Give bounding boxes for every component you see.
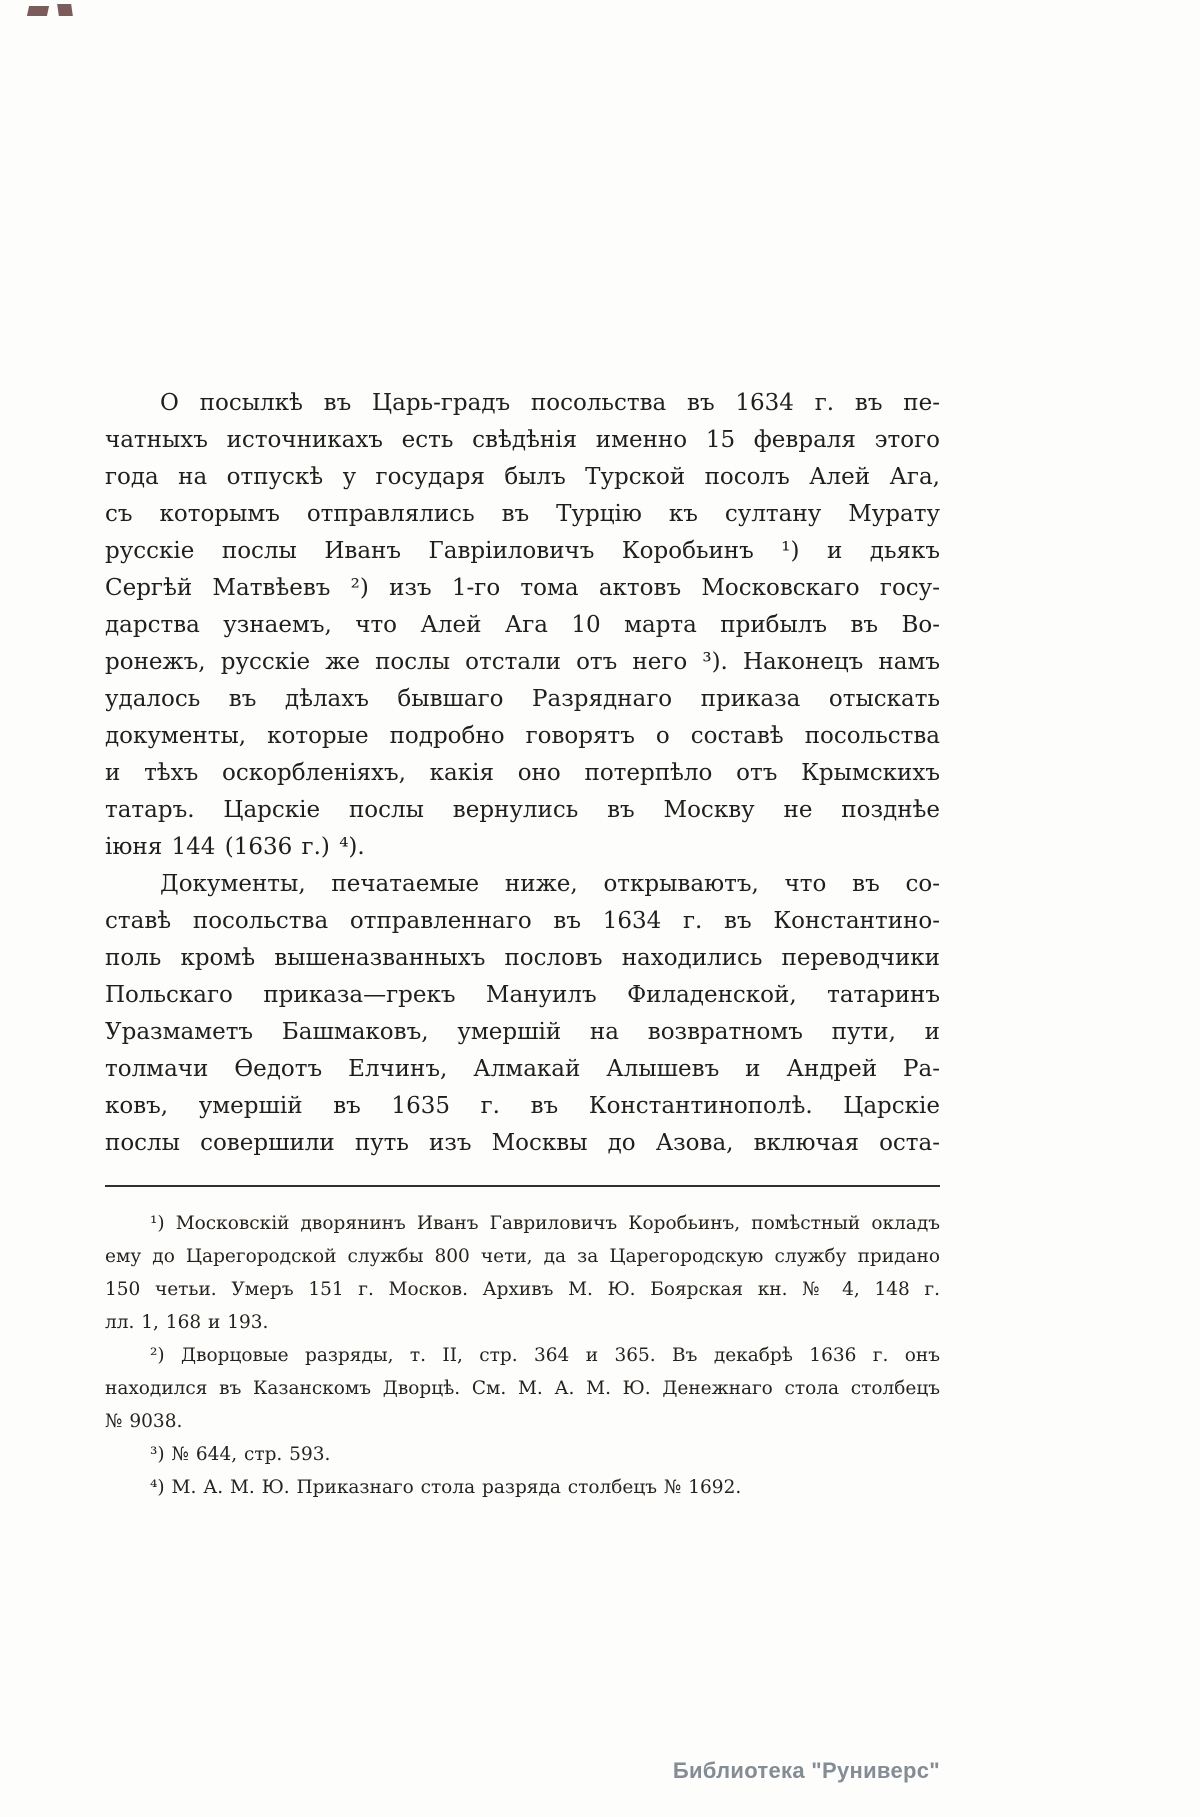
text-line: Уразмаметъ Башмаковъ, умершій на возвратномъ пути, и	[105, 1019, 940, 1045]
text-line: № 9038.	[105, 1411, 183, 1432]
scan-speck	[27, 6, 49, 16]
text-line: ⁴) М. А. М. Ю. Приказнаго стола разряда столбецъ № 1692.	[150, 1477, 742, 1498]
main-text-block	[105, 385, 940, 1162]
text-line: ему до Царегородской службы 800 чети, да за Царегородскую службу придано	[105, 1246, 940, 1267]
text-line: лл. 1, 168 и 193.	[105, 1312, 269, 1333]
text-line: находился въ Казанскомъ Дворцѣ. См. М. А. М. Ю. Денежнаго стола столбецъ	[105, 1378, 940, 1399]
text-line: ³) № 644, стр. 593.	[150, 1444, 331, 1465]
text-line: удалось въ дѣлахъ бывшаго Разряднаго приказа отыскать	[105, 686, 940, 712]
text-line: ставѣ посольства отправленнаго въ 1634 г. въ Константино-	[105, 908, 940, 934]
footnote-4	[105, 1471, 940, 1504]
text-line: ²) Дворцовые разряды, т. II, стр. 364 и 365. Въ декабрѣ 1636 г. онъ	[150, 1345, 940, 1366]
text-line: документы, которые подробно говорятъ о составѣ посольства	[105, 723, 940, 749]
footnote-separator-rule	[105, 1185, 940, 1187]
text-line: послы совершили путь изъ Москвы до Азова, включая оста-	[105, 1130, 940, 1156]
footnote-3	[105, 1438, 940, 1471]
text-line: Документы, печатаемые ниже, открываютъ, что въ со-	[160, 871, 940, 897]
text-line: толмачи Ѳедотъ Елчинъ, Алмакай Алышевъ и Андрей Ра-	[105, 1056, 940, 1082]
text-line: Сергѣй Матвѣевъ ²) изъ 1-го тома актовъ Московскаго госу-	[105, 575, 940, 601]
scan-speck	[57, 4, 73, 16]
footnotes-section	[105, 1207, 940, 1504]
text-line: О посылкѣ въ Царь-градъ посольства въ 1634 г. въ пе-	[160, 390, 940, 416]
text-line: ронежъ, русскіе же послы отстали отъ него ³). Наконецъ намъ	[105, 649, 940, 675]
text-line: русскіе послы Иванъ Гавріиловичъ Коробьинъ ¹) и дьякъ	[105, 538, 940, 564]
paragraph-intro	[105, 385, 940, 866]
text-line: татаръ. Царскіе послы вернулись въ Москву не позднѣе	[105, 797, 940, 823]
scan-artifact	[28, 4, 80, 20]
text-line: ковъ, умершій въ 1635 г. въ Константинополѣ. Царскіе	[105, 1093, 940, 1119]
text-line: іюня 144 (1636 г.) ⁴).	[105, 834, 365, 860]
text-line: Польскаго приказа—грекъ Мануилъ Филаденской, татаринъ	[105, 982, 940, 1008]
text-line: поль кромѣ вышеназванныхъ пословъ находились переводчики	[105, 945, 940, 971]
text-line: дарства узнаемъ, что Алей Ага 10 марта прибылъ въ Во-	[105, 612, 940, 638]
text-line: чатныхъ источникахъ есть свѣдѣнія именно 15 февраля этого	[105, 427, 940, 453]
paragraph-documents	[105, 866, 940, 1162]
text-line: съ которымъ отправлялись въ Турцію къ султану Мурату	[105, 501, 940, 527]
text-line: года на отпускѣ у государя былъ Турской посолъ Алей Ага,	[105, 464, 940, 490]
footnote-2	[105, 1339, 940, 1438]
library-watermark: Библиотека "Руниверс"	[672, 1758, 940, 1783]
footnote-1	[105, 1207, 940, 1339]
text-line: 150 четьи. Умеръ 151 г. Москов. Архивъ М. Ю. Боярская кн. № 4, 148 г.	[105, 1279, 940, 1300]
text-line: ¹) Московскій дворянинъ Иванъ Гавриловичъ Коробьинъ, помѣстный окладъ	[150, 1213, 940, 1234]
text-line: и тѣхъ оскорбленіяхъ, какія оно потерпѣло отъ Крымскихъ	[105, 760, 940, 786]
